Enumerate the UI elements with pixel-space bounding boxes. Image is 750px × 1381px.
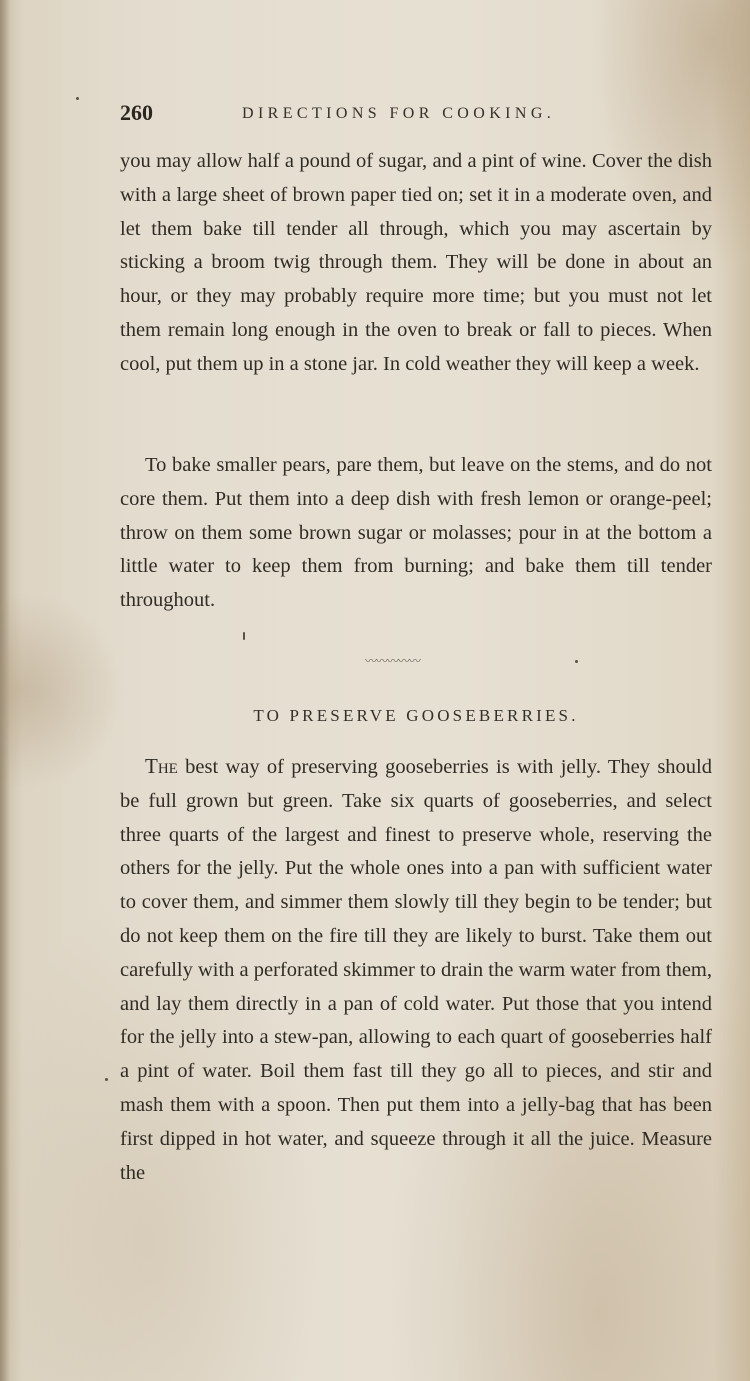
paper-speck	[105, 1078, 108, 1081]
ornamental-divider: 〰〰〰〰〰	[365, 654, 421, 668]
page-number: 260	[120, 100, 153, 125]
section-title: TO PRESERVE GOOSEBERRIES.	[253, 706, 579, 725]
page-edge-shadow	[0, 0, 10, 1381]
paragraph-lead-word: The	[145, 754, 178, 778]
paper-speck	[243, 632, 245, 640]
paragraph-gooseberries-text: best way of preserving gooseberries is with jelly. They should be full grown but green. Take six quarts of gooseberries, and select three quarts of the largest and finest to preserve whole, reserving the others for the jelly. Put the whole ones into a pan with sufficient water to cover them, and simmer them slowly till they begin to be tender; but do not keep them on the fire till they are likely to burst. Take them out carefully with a perforated skimmer to drain the warm water from them, and lay them directly in a pan of cold water. Put those that you intend for the jelly into a stew-pan, allowing to each quart of gooseberries half a pint of water. Boil them fast till they go all to pieces, and stir and mash them with a spoon. Then put them into a jelly-bag that has been first dipped in hot water, and squeeze through it all the juice. Measure the	[120, 756, 712, 1184]
paper-speck	[76, 97, 79, 100]
running-head: DIRECTIONS FOR COOKING.	[242, 105, 556, 122]
paragraph-gooseberries	[120, 750, 712, 1190]
paragraph-pears-continued: you may allow half a pound of sugar, and a pint of wine. Cover the dish with a large sheet of brown paper tied on; set it in a moderate oven, and let them bake till tender all through, which you may ascertain by sticking a broom twig through them. They will be done in about an hour, or they may probably require more time; but you must not let them remain long enough in the oven to break or fall to pieces. When cool, put them up in a stone jar. In cold weather they will keep a week.	[120, 150, 712, 375]
page-header	[120, 100, 710, 130]
paper-speck	[575, 660, 578, 663]
paragraph-bake-smaller-pears: To bake smaller pears, pare them, but leave on the stems, and do not core them. Put them into a deep dish with fresh lemon or orange-peel; throw on them some brown sugar or molasses; pour in at the bottom a little water to keep them from burning; and bake them till tender throughout.	[120, 454, 712, 612]
